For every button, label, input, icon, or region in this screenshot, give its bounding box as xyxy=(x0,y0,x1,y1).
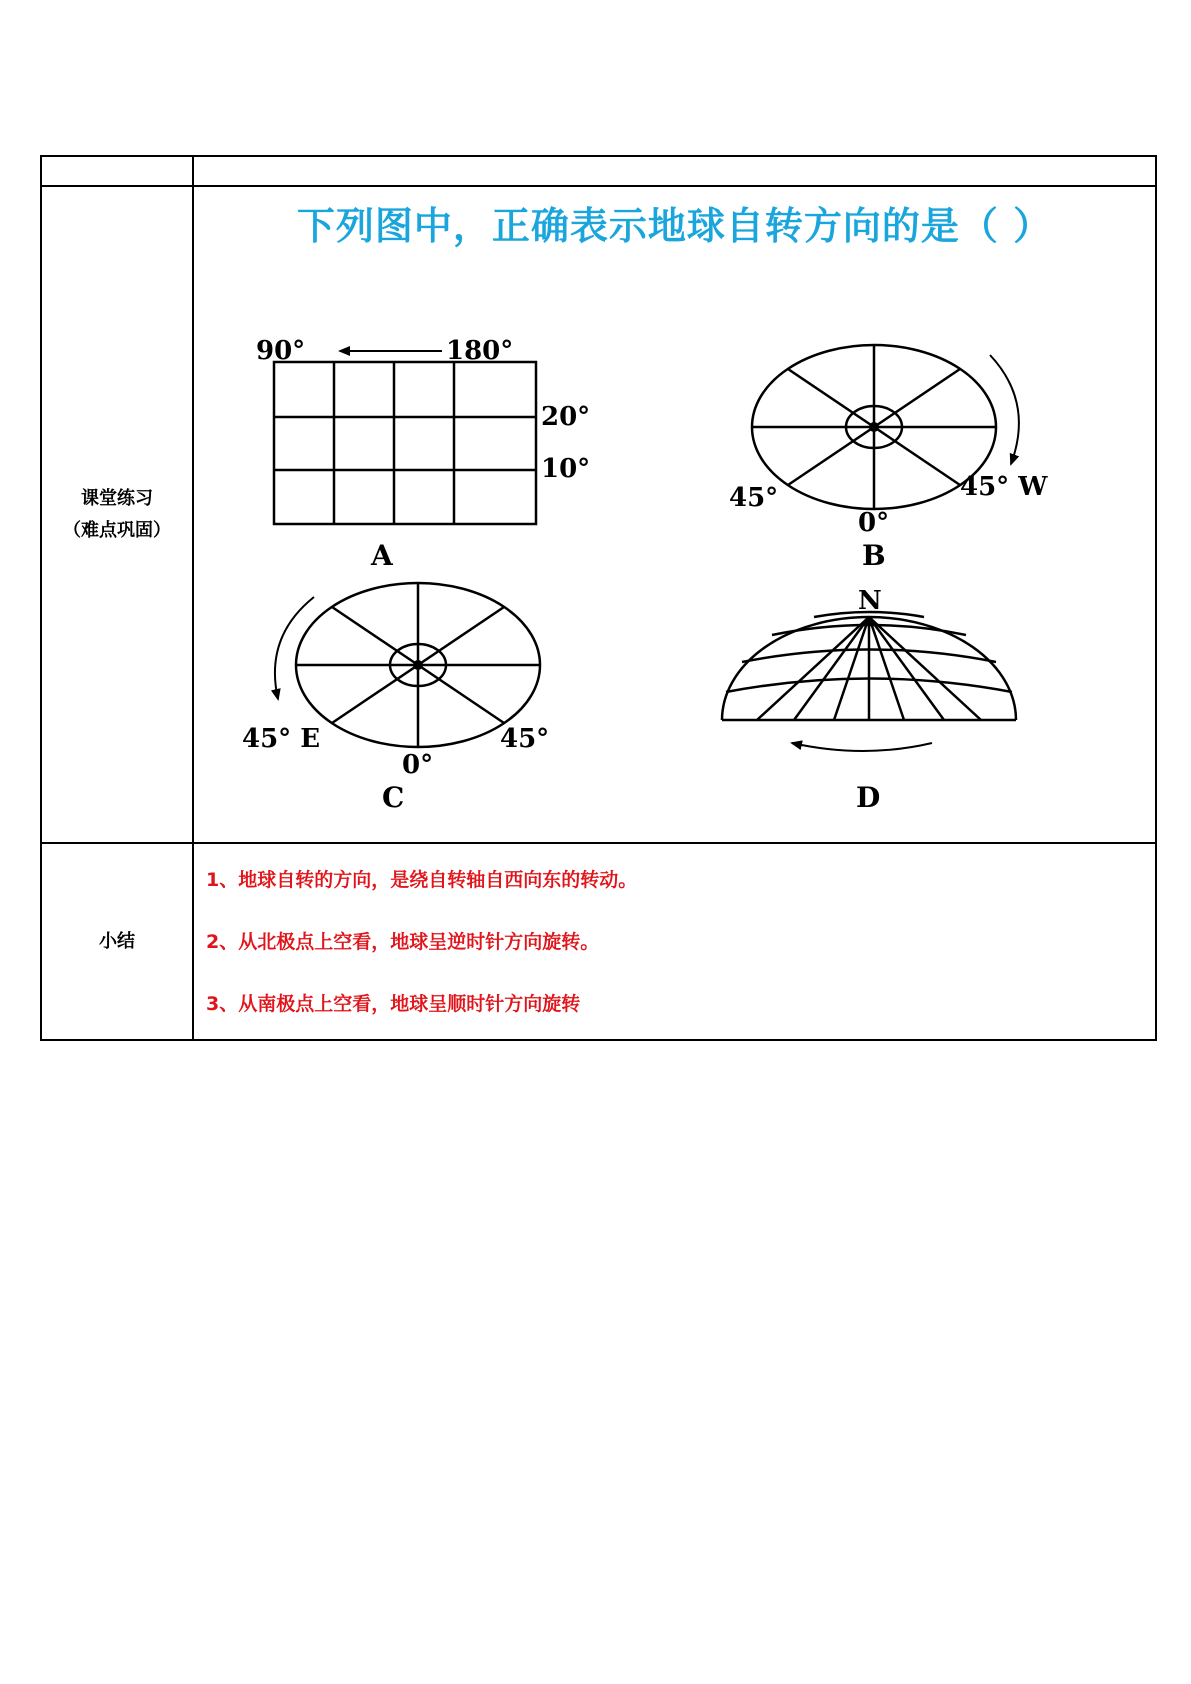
figure-b-label-bottom: 0° xyxy=(858,508,890,538)
figure-b-pole xyxy=(869,422,879,432)
figure-b xyxy=(729,345,1048,572)
figure-d-letter: D xyxy=(856,781,881,814)
figure-c xyxy=(242,583,549,814)
figure-a-label-right-upper: 20° xyxy=(541,402,591,432)
figure-b-label-right: 45° W xyxy=(960,472,1048,502)
summary-line-3: 3、从南极点上空看，地球呈顺时针方向旋转 xyxy=(206,992,581,1015)
exercise-sublabel: （难点巩固） xyxy=(63,519,171,541)
figure-b-label-left: 45° xyxy=(729,483,779,513)
figure-a xyxy=(256,336,590,572)
exercise-content-cell xyxy=(193,186,1156,843)
figure-c-label-left: 45° E xyxy=(242,724,321,754)
figure-a-letter: A xyxy=(371,539,393,572)
lesson-table xyxy=(40,155,1157,1041)
figure-b-letter: B xyxy=(862,539,886,572)
summary-label-cell xyxy=(41,843,193,1040)
figure-c-label-right: 45° xyxy=(500,724,550,754)
figure-d xyxy=(722,586,1016,814)
summary-label: 小结 xyxy=(99,930,135,952)
header-left-cell xyxy=(41,156,193,186)
figure-c-arrow xyxy=(275,597,314,699)
summary-line-2: 2、从北极点上空看，地球呈逆时针方向旋转。 xyxy=(206,930,600,953)
figure-c-pole xyxy=(413,660,423,670)
header-right-cell xyxy=(193,156,1156,186)
figure-a-label-top-right: 180° xyxy=(446,336,514,366)
summary-line-1: 1、地球自转的方向，是绕自转轴自西向东的转动。 xyxy=(206,868,638,891)
table-header-row xyxy=(41,156,1156,186)
exercise-row xyxy=(41,186,1156,843)
figure-a-grid xyxy=(274,362,536,524)
figure-c-letter: C xyxy=(382,781,405,814)
summary-content-cell xyxy=(193,843,1156,1040)
lesson-sheet xyxy=(40,155,1157,1045)
figure-a-label-right-lower: 10° xyxy=(541,454,591,484)
rotation-figures xyxy=(194,187,1157,842)
exercise-label-cell xyxy=(41,186,193,843)
summary-row xyxy=(41,843,1156,1040)
figure-d-arrow xyxy=(792,743,932,751)
figure-d-label-top: N xyxy=(858,586,882,616)
figure-a-label-top-left: 90° xyxy=(256,336,306,366)
figure-c-label-bottom: 0° xyxy=(402,750,434,780)
exercise-label: 课堂练习 xyxy=(81,487,153,509)
question-title: 下列图中，正确表示地球自转方向的是（ ） xyxy=(296,204,1053,248)
figure-d-hemisphere xyxy=(722,612,1016,720)
